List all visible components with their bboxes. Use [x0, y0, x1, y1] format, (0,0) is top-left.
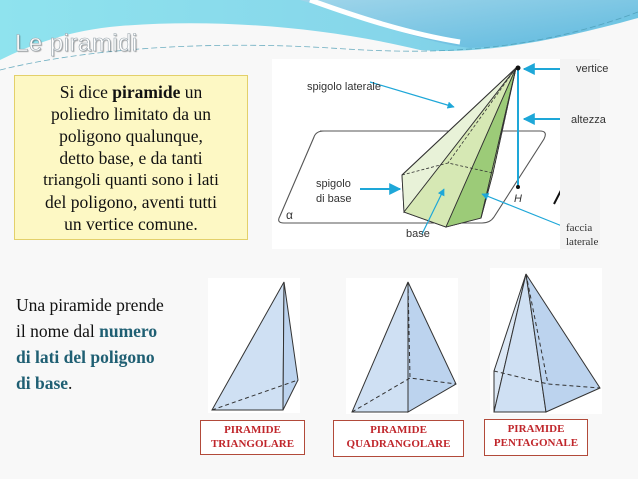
caption-quadrangular: PIRAMIDE QUADRANGOLARE: [333, 420, 464, 457]
naming-line: il nome dal numero: [16, 321, 158, 341]
slide-title: Le piramidi: [15, 30, 138, 57]
label-laterale: laterale: [566, 236, 599, 248]
definition-line: del poligono, aventi tutti: [44, 192, 218, 212]
caption-pentagonal: PIRAMIDE PENTAGONALE: [484, 419, 588, 456]
label-spigolo-laterale: spigolo laterale: [307, 81, 381, 93]
definition-bold-term: piramide: [112, 82, 181, 102]
label-faccia: faccia: [566, 222, 593, 234]
label-alpha: α: [286, 208, 293, 222]
naming-line-highlight: di lati del poligono: [16, 347, 155, 367]
definition-line: un vertice comune.: [64, 214, 198, 234]
definition-line: triangoli quanti sono i lati: [43, 170, 219, 189]
naming-line: di base.: [16, 373, 73, 393]
pentagonal-pyramid-figure: [490, 268, 602, 414]
triangular-pyramid-icon: [208, 278, 300, 413]
pentagonal-pyramid-icon: [490, 268, 602, 414]
label-altezza: altezza: [571, 114, 606, 126]
definition-line: poligono qualunque,: [59, 126, 203, 146]
naming-paragraph: [16, 292, 206, 396]
quadrangular-pyramid-icon: [346, 278, 458, 414]
caption-triangular: PIRAMIDE TRIANGOLARE: [200, 420, 305, 455]
diagram-margin: [560, 59, 600, 249]
quadrangular-pyramid-figure: [346, 278, 458, 414]
label-H: H: [514, 193, 522, 205]
naming-line: Una piramide prende: [16, 295, 164, 315]
label-vertice: vertice: [576, 63, 609, 75]
label-spigolo-di-base-2: di base: [316, 193, 352, 205]
triangular-pyramid-figure: [208, 278, 300, 413]
definition-box: [14, 75, 248, 240]
definition-line: detto base, e da tanti: [59, 148, 203, 168]
label-base: base: [406, 228, 430, 240]
definition-line: poliedro limitato da un: [51, 104, 211, 124]
definition-line-1: Si dice piramide un: [59, 82, 203, 102]
label-spigolo-di-base-1: spigolo: [316, 178, 351, 190]
